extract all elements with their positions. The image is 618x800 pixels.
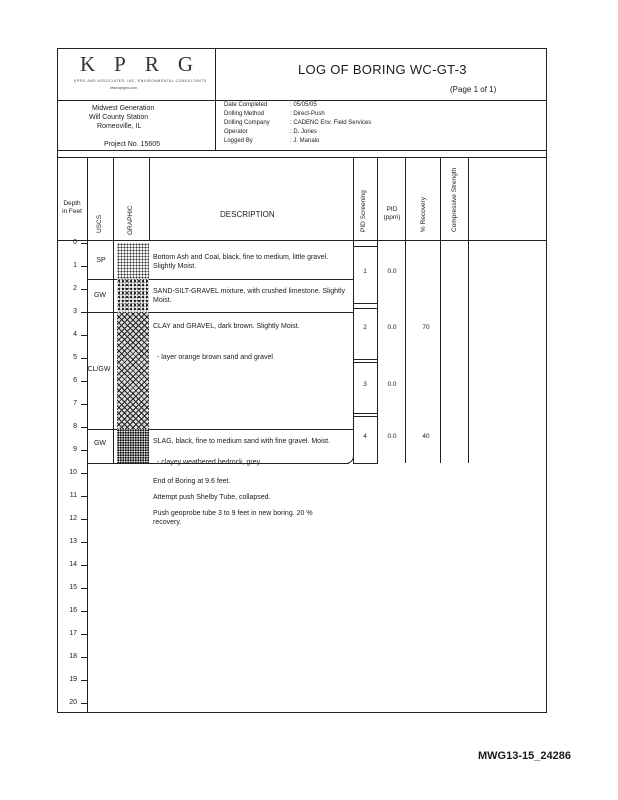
pid-value: 0.0: [387, 268, 397, 275]
recovery-value: 40: [422, 433, 430, 440]
layer-description: CLAY and GRAVEL, dark brown. Slightly Moist.: [153, 323, 300, 330]
col-divider-recovery: [440, 157, 441, 463]
page-indicator: (Page 1 of 1): [450, 85, 497, 94]
info-label-date: Date Completed: [224, 102, 268, 108]
depth-15: 15: [69, 584, 77, 591]
uscs-gw-2: GW: [93, 440, 107, 447]
depth-17: 17: [69, 630, 77, 637]
depth-tick: [81, 404, 87, 405]
info-divider: [57, 150, 547, 151]
depth-tick: [81, 657, 87, 658]
sample-interval: [353, 416, 378, 464]
depth-14: 14: [69, 561, 77, 568]
col-head-depth: Depth in Feet: [62, 200, 82, 215]
col-divider-graphic: [149, 157, 150, 240]
depth-10: 10: [69, 469, 77, 476]
depth-tick: [81, 450, 87, 451]
col-head-pid-screening: PID Screening: [360, 190, 367, 232]
col-head-strength: Compressive Strength: [451, 167, 458, 232]
depth-13: 13: [69, 538, 77, 545]
layer-description: Bottom Ash and Coal, black, fine to medium, little gravel. Slightly Moist.: [153, 254, 329, 270]
layer-description: SLAG, black, fine to medium sand with fine gravel. Moist.: [153, 438, 331, 445]
client-name: Midwest Generation: [92, 105, 155, 112]
col-divider-pid: [405, 157, 406, 463]
col-head-uscs: USCS: [96, 214, 103, 233]
station-name: Will County Station: [89, 114, 149, 121]
uscs-clgw: CL/GW: [87, 366, 111, 373]
logo-subline: www.kprginc.com: [110, 86, 138, 90]
depth-tick: [81, 358, 87, 359]
info-value-logged: : J. Manalo: [290, 138, 320, 144]
col-divider-depth: [87, 157, 88, 713]
sample-interval: [353, 362, 378, 414]
col-head-graphic: GRAPHIC: [127, 205, 134, 235]
col-head-pid: PID (ppm): [383, 206, 401, 221]
depth-2: 2: [73, 285, 77, 292]
depth-12: 12: [69, 515, 77, 522]
logo-letters: KPRG: [80, 52, 213, 76]
col-divider-uscs: [113, 157, 114, 240]
info-label-company: Drilling Company: [224, 120, 270, 126]
depth-tick: [81, 496, 87, 497]
info-value-operator: : D. Jones: [290, 129, 318, 135]
depth-tick: [81, 243, 87, 244]
depth-tick: [81, 289, 87, 290]
depth-tick: [81, 611, 87, 612]
depth-tick: [81, 634, 87, 635]
pid-value: 0.0: [387, 381, 397, 388]
col-divider-strength: [468, 157, 469, 463]
graphic-slag: [117, 429, 149, 463]
layer-description: SAND-SILT-GRAVEL mixture, with crushed limestone. Slightly Moist.: [153, 288, 346, 304]
recovery-value: 70: [422, 324, 430, 331]
depth-tick: [81, 473, 87, 474]
depth-0: 0: [73, 239, 77, 246]
depth-tick: [81, 266, 87, 267]
graphic-sand: [117, 243, 149, 279]
depth-6: 6: [73, 377, 77, 384]
depth-11: 11: [69, 492, 77, 499]
layer-description: - clayey weathered bedrock, grey: [157, 459, 261, 466]
info-vertical-divider: [215, 100, 216, 150]
column-header-divider: [57, 157, 547, 158]
column-header-bottom: [57, 240, 547, 241]
depth-tick: [81, 680, 87, 681]
depth-tick: [81, 565, 87, 566]
project-number: Project No. 15605: [104, 141, 161, 148]
col-head-description: DESCRIPTION: [220, 210, 275, 219]
boring-note: Push geoprobe tube 3 to 9 feet in new boring. 20 % recovery.: [153, 510, 313, 526]
depth-7: 7: [73, 400, 77, 407]
depth-tick: [81, 427, 87, 428]
sample-interval: [353, 246, 378, 304]
sample-number: 4: [363, 433, 367, 440]
document-id: MWG13-15_24286: [478, 750, 571, 762]
boring-note: Attempt push Shelby Tube, collapsed.: [153, 494, 271, 501]
depth-4: 4: [73, 331, 77, 338]
company-logo: [70, 52, 215, 94]
depth-5: 5: [73, 354, 77, 361]
graphic-clay-gravel: [117, 312, 149, 429]
col-head-recovery: % Recovery: [420, 196, 427, 232]
depth-8: 8: [73, 423, 77, 430]
depth-tick: [81, 335, 87, 336]
sample-number: 1: [363, 268, 367, 275]
boring-note: End of Boring at 9.6 feet.: [153, 478, 231, 485]
depth-tick: [81, 381, 87, 382]
depth-19: 19: [69, 676, 77, 683]
sample-interval: [353, 308, 378, 360]
depth-tick: [81, 588, 87, 589]
depth-tick: [81, 703, 87, 704]
sample-number: 2: [363, 324, 367, 331]
depth-3: 3: [73, 308, 77, 315]
header-vertical-divider: [215, 48, 216, 100]
pid-value: 0.0: [387, 324, 397, 331]
depth-tick: [81, 542, 87, 543]
info-label-logged: Logged By: [224, 138, 253, 144]
info-value-date: : 05/05/05: [290, 102, 317, 108]
graphic-gravel: [117, 279, 149, 312]
logo-tagline: KPRG AND ASSOCIATES, INC. ENVIRONMENTAL CONSULTANTS: [74, 79, 207, 83]
info-label-method: Drilling Method: [224, 111, 265, 117]
depth-16: 16: [69, 607, 77, 614]
uscs-gw: GW: [93, 292, 107, 299]
sample-number: 3: [363, 381, 367, 388]
page-title: LOG OF BORING WC-GT-3: [298, 62, 467, 77]
pid-value: 0.0: [387, 433, 397, 440]
info-label-operator: Operator: [224, 129, 248, 135]
location: Romeoville, IL: [97, 123, 142, 130]
info-value-method: : Direct-Push: [290, 111, 325, 117]
depth-18: 18: [69, 653, 77, 660]
layer-description: - layer orange brown sand and gravel: [157, 354, 273, 361]
depth-9: 9: [73, 446, 77, 453]
depth-tick: [81, 519, 87, 520]
info-value-company: : CADENC Env. Field Services: [290, 120, 372, 126]
depth-1: 1: [73, 262, 77, 269]
header-divider: [57, 100, 547, 101]
uscs-sp: SP: [96, 257, 106, 264]
depth-20: 20: [69, 699, 77, 706]
